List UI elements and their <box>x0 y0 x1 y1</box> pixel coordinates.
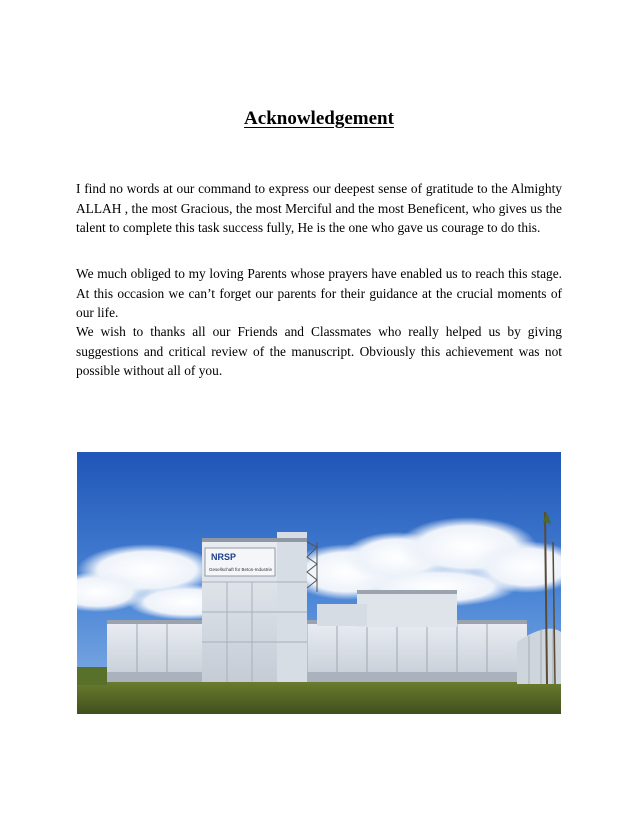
grass <box>77 680 561 714</box>
paragraph-parents: We much obliged to my loving Parents whose prayers have enabled us to reach this stage. At this occasion we can’t forget our parents for their guidance at the crucial moments of our life. <box>76 266 562 320</box>
low-building <box>107 620 527 682</box>
tower <box>202 532 317 682</box>
sign-caption: Gesellschaft für Beton-Industrie <box>209 567 273 572</box>
paragraph-friends: We wish to thanks all our Friends and Classmates who really helped us by giving suggestions and critical review of the manuscript. Obviously this achievement was not possible without all of you. <box>76 324 562 378</box>
factory-photo <box>77 452 561 714</box>
paragraph-gratitude: I find no words at our command to express our deepest sense of gratitude to the Almighty ALLAH , the most Gracious, the most Merciful and the most Beneficent, who gives us the talent to complete this task success fully, He is the one who gave us courage to do this. <box>76 181 562 235</box>
sign-logo: NRSP <box>211 552 237 562</box>
page-title: Acknowledgement <box>244 108 394 129</box>
